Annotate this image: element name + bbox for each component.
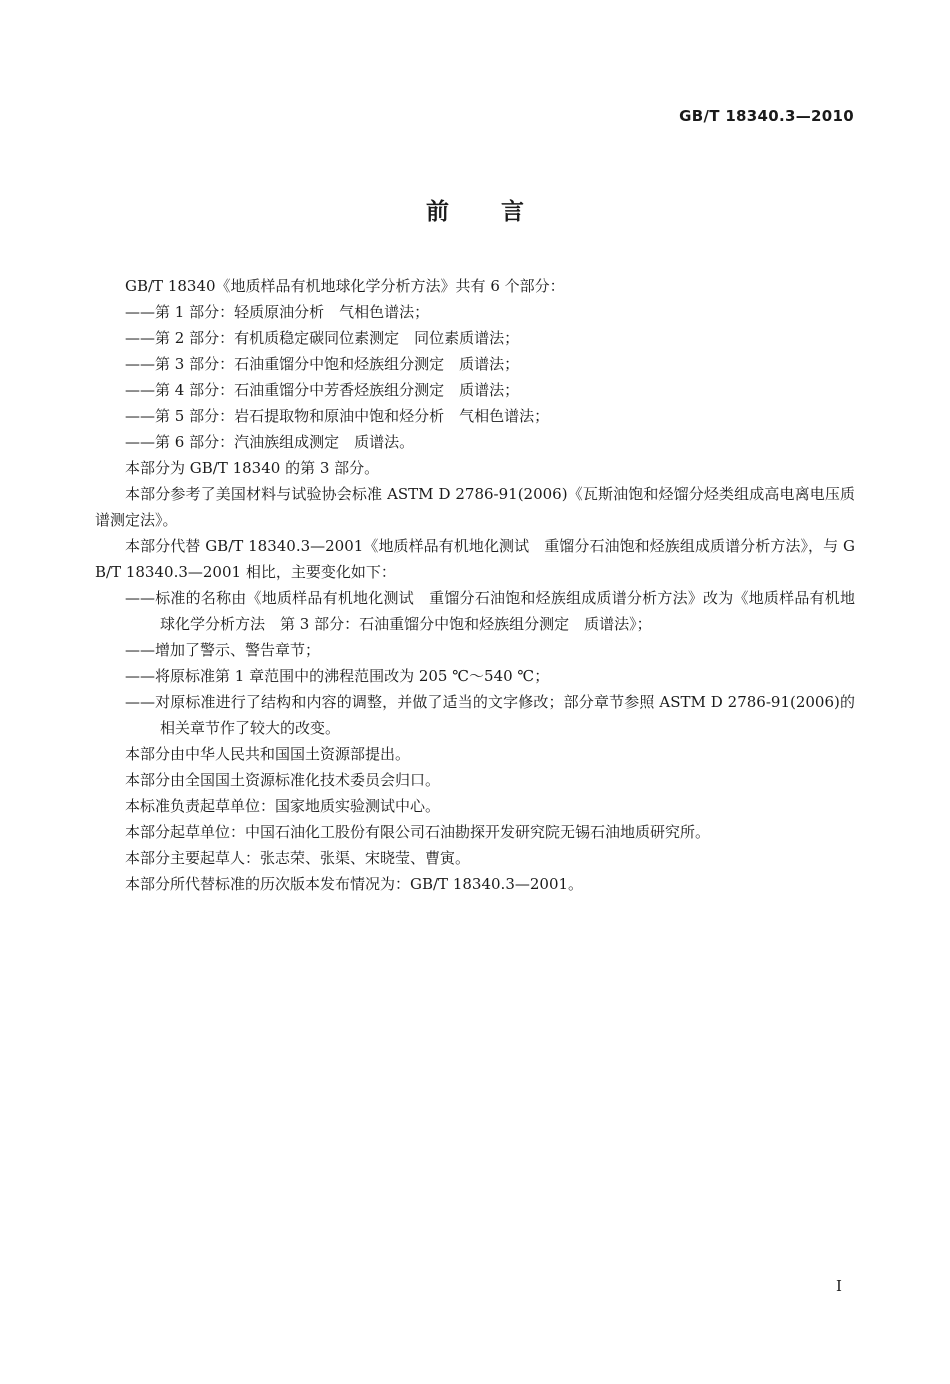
list-item-part-4: ——第 4 部分：石油重馏分中芳香烃族组分测定 质谱法； — [125, 381, 520, 399]
list-item-change-4: ——对原标准进行了结构和内容的调整，并做了适当的文字修改；部分章节参照 ASTM D 2786-91(2006)的相关章节作了较大的改变。 — [125, 693, 855, 737]
paragraph-drafting-unit: 本部分起草单位：中国石油化工股份有限公司石油勘探开发研究院无锡石油地质研究所。 — [125, 823, 711, 841]
paragraph-parts-intro: GB/T 18340《地质样品有机地球化学分析方法》共有 6 个部分： — [125, 277, 565, 295]
paragraph-main-drafters: 本部分主要起草人：张志荣、张渠、宋晓莹、曹寅。 — [125, 849, 471, 867]
paragraph-responsible-drafter: 本标准负责起草单位：国家地质实验测试中心。 — [125, 797, 441, 815]
list-item-part-6: ——第 6 部分：汽油族组成测定 质谱法。 — [125, 433, 415, 451]
list-item-change-1: ——标准的名称由《地质样品有机地化测试 重馏分石油饱和烃族组成质谱分析方法》改为《地质样品有机地球化学分析方法 第 3 部分：石油重馏分中饱和烃族组分测定 质谱法》； — [125, 589, 855, 633]
paragraph-proposed-by: 本部分由中华人民共和国国土资源部提出。 — [125, 745, 411, 763]
page-title: 前言 — [426, 199, 576, 225]
list-item-change-3: ——将原标准第 1 章范围中的沸程范围改为 205 ℃～540 ℃； — [125, 667, 550, 685]
paragraph-reference: 本部分参考了美国材料与试验协会标准 ASTM D 2786-91(2006)《瓦斯油饱和烃馏分烃类组成高电离电压质谱测定法》。 — [95, 485, 855, 529]
foreword-body — [95, 273, 855, 897]
list-item-part-3: ——第 3 部分：石油重馏分中饱和烃族组分测定 质谱法； — [125, 355, 520, 373]
list-item-part-5: ——第 5 部分：岩石提取物和原油中饱和烃分析 气相色谱法； — [125, 407, 550, 425]
paragraph-this-part: 本部分为 GB/T 18340 的第 3 部分。 — [125, 459, 380, 477]
page-number: I — [836, 1277, 842, 1295]
standard-number: GB/T 18340.3—2010 — [679, 107, 854, 125]
paragraph-centralized-by: 本部分由全国国土资源标准化技术委员会归口。 — [125, 771, 441, 789]
paragraph-replaces: 本部分代替 GB/T 18340.3—2001《地质样品有机地化测试 重馏分石油饱和烃族组成质谱分析方法》，与 GB/T 18340.3—2001 相比，主要变化如下： — [95, 537, 855, 581]
list-item-change-2: ——增加了警示、警告章节； — [125, 641, 321, 659]
list-item-part-1: ——第 1 部分：轻质原油分析 气相色谱法； — [125, 303, 430, 321]
list-item-part-2: ——第 2 部分：有机质稳定碳同位素测定 同位素质谱法； — [125, 329, 520, 347]
paragraph-history: 本部分所代替标准的历次版本发布情况为：GB/T 18340.3—2001。 — [125, 875, 584, 893]
